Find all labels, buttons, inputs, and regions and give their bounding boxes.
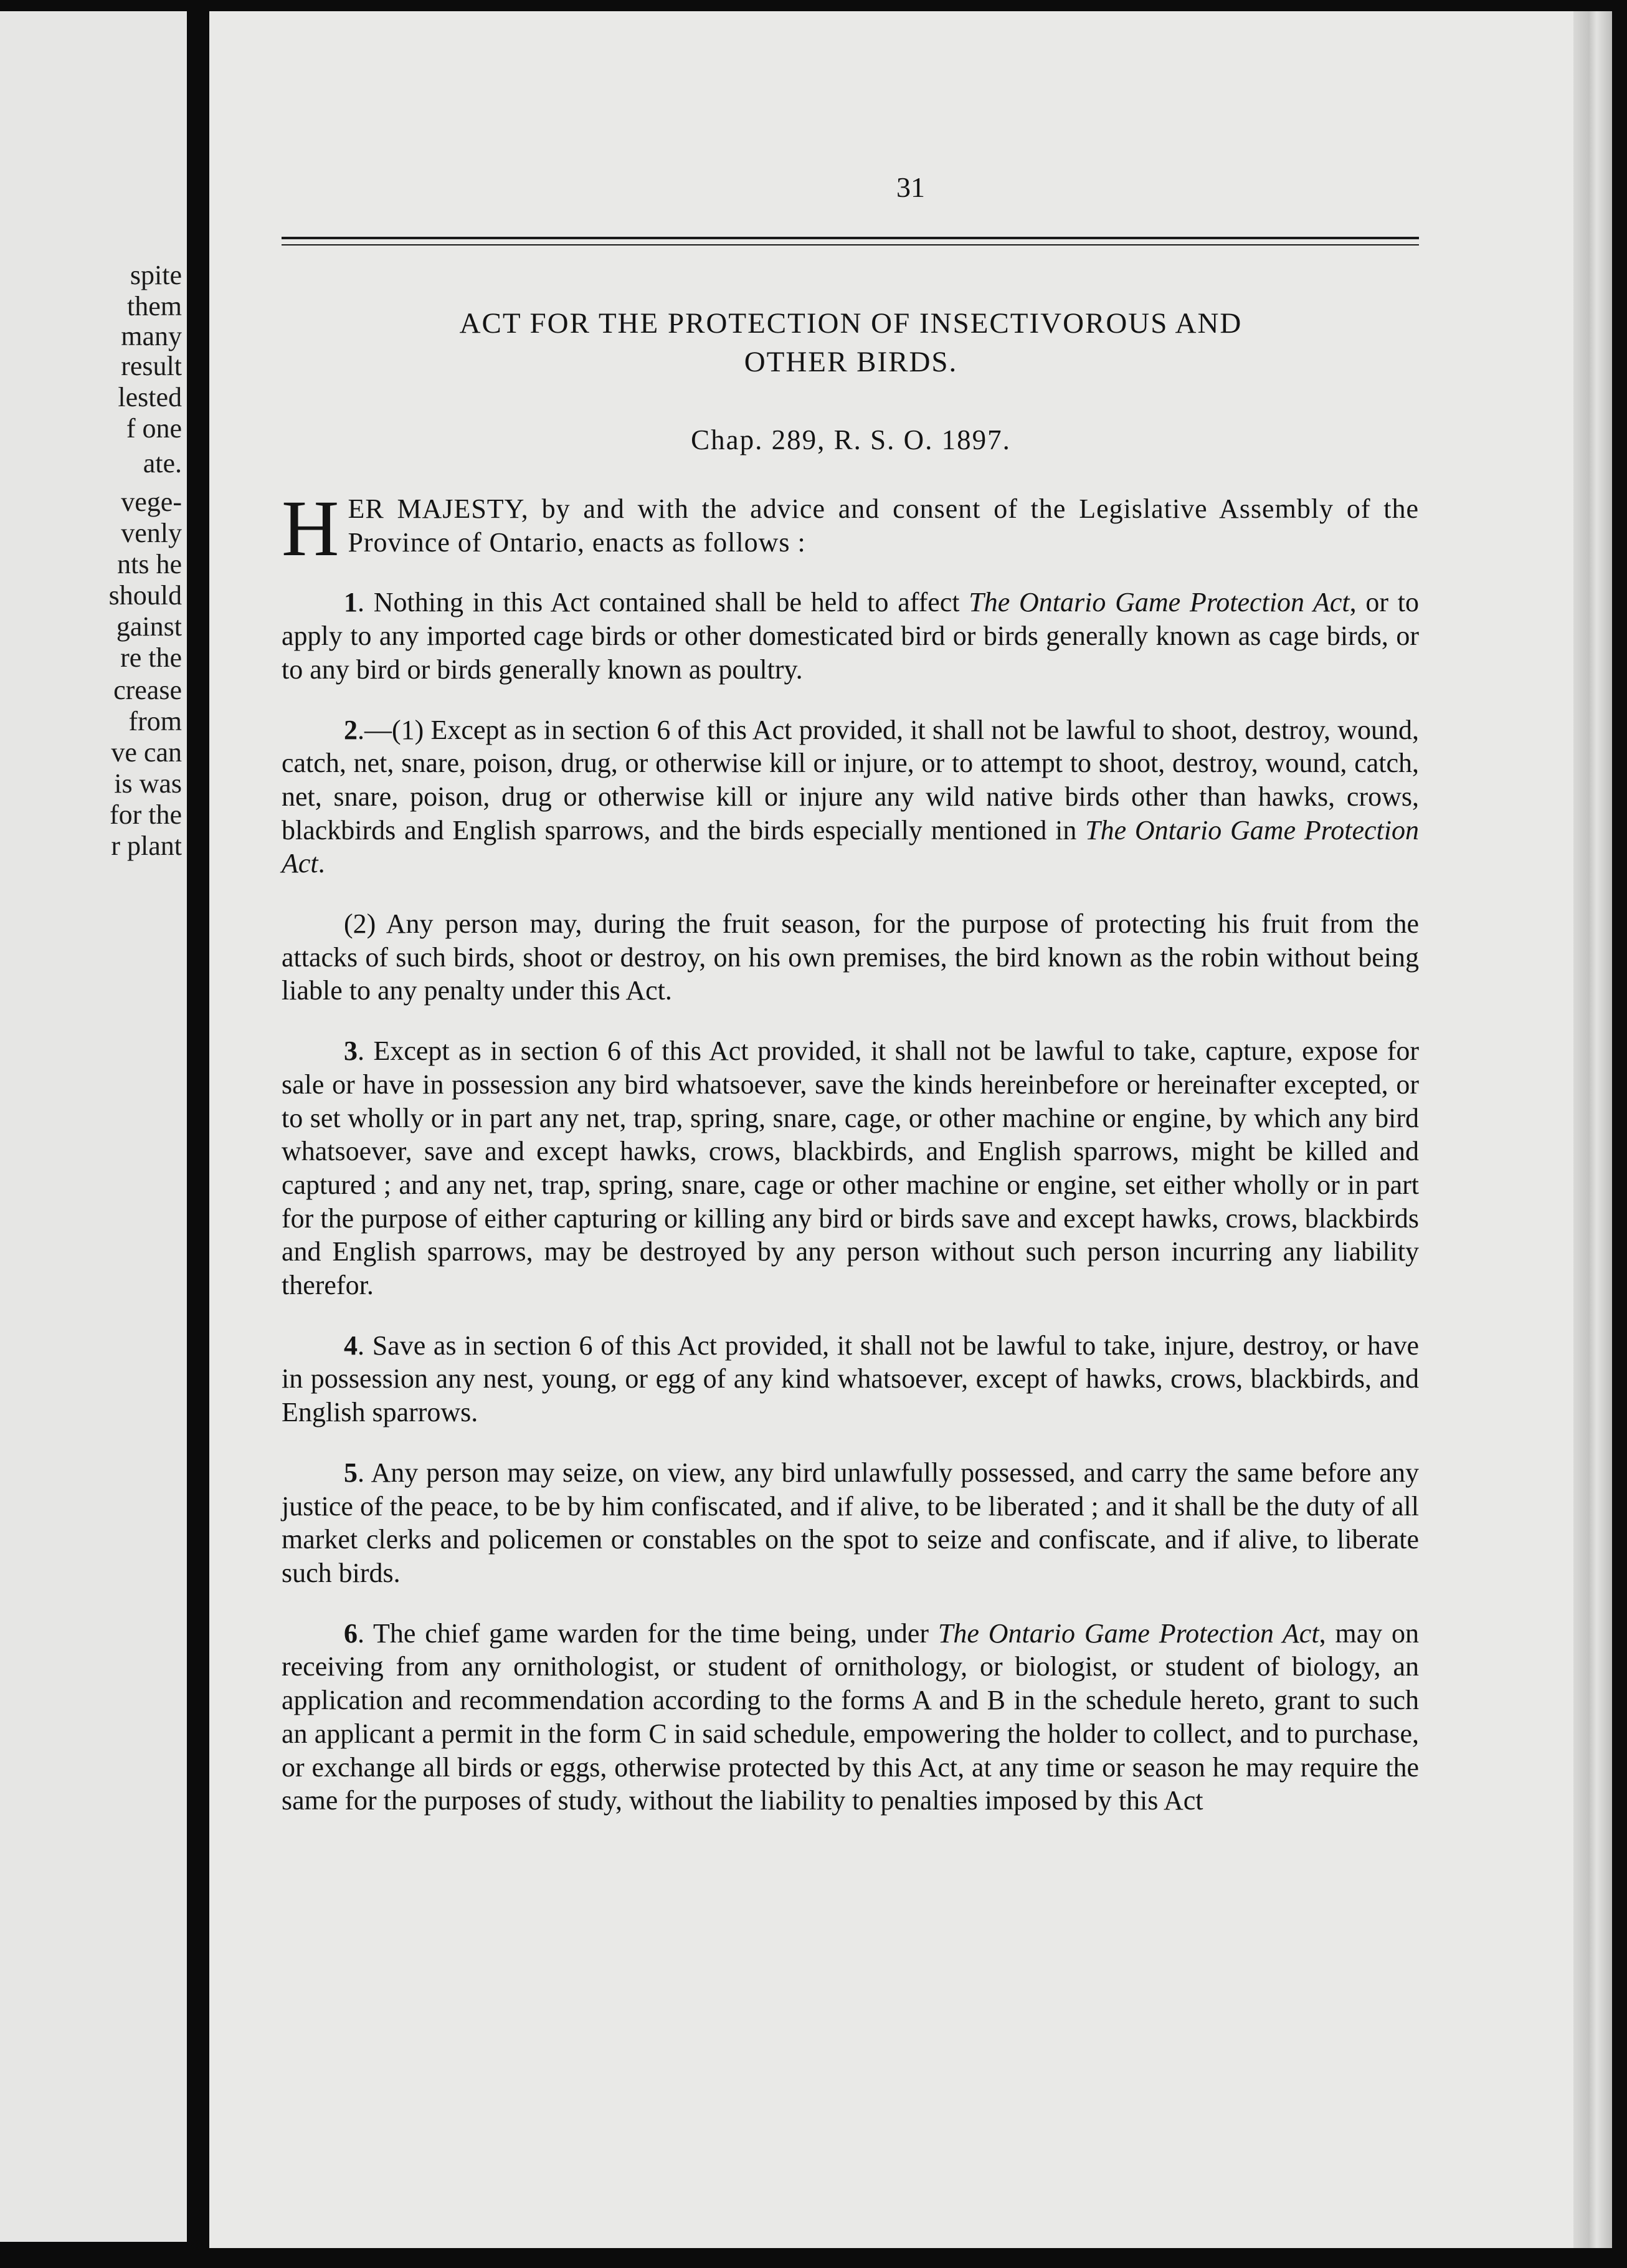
left-page-text-fragment: r plant xyxy=(111,831,182,861)
section-number: 1 xyxy=(344,587,358,618)
left-page-text-fragment: from xyxy=(128,706,182,736)
act-body xyxy=(282,484,1419,1818)
header-rule-thin xyxy=(282,244,1419,245)
left-page-text-fragment: crease xyxy=(113,675,182,705)
section-text: . Save as in section 6 of this Act provided, it shall not be lawful to take, injure, destroy, or have in possession any nest, young, or egg of any kind whatsoever, except of hawks, crows, blackbirds, and English sparrows. xyxy=(282,1330,1419,1428)
act-section xyxy=(282,1034,1419,1302)
section-text: . Nothing in this Act contained shall be held to affect xyxy=(358,587,969,618)
act-title xyxy=(284,304,1418,381)
page-edge xyxy=(1573,11,1612,2248)
left-page-text-fragment: spite xyxy=(130,260,182,290)
left-page-fragment xyxy=(0,11,187,2242)
sections-list xyxy=(282,559,1419,1818)
act-citation: The Ontario Game Protection Act xyxy=(282,814,1419,879)
enacting-text: ER MAJESTY, by and with the advice and consent of the Legislative Assembly of the Province of Ontario, enacts as follows : xyxy=(348,493,1419,558)
drop-cap: H xyxy=(282,484,339,573)
left-page-text-fragment: ate. xyxy=(143,448,182,479)
act-section xyxy=(282,907,1419,1008)
act-title-line: OTHER BIRDS. xyxy=(744,346,958,378)
left-page-text-fragment: them xyxy=(127,291,182,322)
section-gap xyxy=(282,1590,1419,1617)
left-page-text-fragment: vege- xyxy=(121,487,182,517)
left-page-text-fragment: is was xyxy=(114,768,182,799)
section-number: 6 xyxy=(344,1618,358,1649)
act-citation: The Ontario Game Protection Act xyxy=(937,1618,1319,1649)
section-number: 3 xyxy=(344,1036,358,1067)
section-number: 4 xyxy=(344,1330,358,1361)
act-citation: The Ontario Game Protection Act xyxy=(969,587,1350,618)
left-page-text-fragment: should xyxy=(108,580,182,611)
book-gutter xyxy=(187,0,209,2268)
section-text: . The chief game warden for the time being, under xyxy=(358,1618,938,1649)
act-section xyxy=(282,586,1419,686)
document-page xyxy=(209,11,1612,2248)
section-number: 5 xyxy=(344,1457,358,1488)
left-page-text-fragment: many xyxy=(121,321,182,351)
section-text: (2) Any person may, during the fruit season, for the purpose of protecting his fruit from the attacks of such birds, shoot or destroy, on his own premises, the bird known as the robin without being liable to any penalty under this Act. xyxy=(282,908,1419,1006)
section-text: . Except as in section 6 of this Act provided, it shall not be lawful to take, capture, expose for sale or have in possession any bird whatsoever, save the kinds hereinbefore or hereinafter excepted, or to set wholly or in part any net, trap, spring, snare, cage, or other machine or engine, by which any bird whatsoever, save and except hawks, crows, blackbirds, and English sparrows, might be killed and captured ; and any net, trap, spring, snare, cage or other machine or engine, set either wholly or in part for the purpose of either capturing or killing any bird or birds save and except hawks, crows, blackbirds and English sparrows, may be destroyed by any person without such person incurring any liability therefor. xyxy=(282,1036,1419,1301)
section-text: . xyxy=(318,848,325,879)
section-text: .—(1) Except as in section 6 of this Act provided, it shall not be lawful to shoot, destroy, wound, catch, net, snare, poison, drug, or otherwise kill or injure, or to attempt to shoot, destroy, wound, catch, net, snare, poison, drug or otherwise kill or injure any wild native birds other than hawks, crows, blackbirds and English sparrows, and the birds especially mentioned in xyxy=(282,714,1419,846)
header-rule xyxy=(282,237,1419,239)
left-page-text-fragment: for the xyxy=(109,799,182,830)
act-section xyxy=(282,713,1419,881)
section-text: , may on receiving from any ornithologist, or student of ornithology, or biologist, or student of biology, an application and recommendation according to the forms A and B in the schedule hereto, grant to such an applicant a permit in the form C in said schedule, empowering the holder to collect, and to purchase, or exchange all birds or eggs, otherwise protected by this Act, at any time or season he may require the same for the purposes of study, without the liability to penalties imposed by this Act xyxy=(282,1618,1419,1816)
section-gap xyxy=(282,880,1419,907)
act-title-line: ACT FOR THE PROTECTION OF INSECTIVOROUS AND xyxy=(459,307,1243,340)
section-gap xyxy=(282,1302,1419,1329)
section-number: 2 xyxy=(344,714,358,745)
left-page-text-fragment: lested xyxy=(118,382,182,412)
act-section xyxy=(282,1456,1419,1590)
left-page-text-fragment: nts he xyxy=(117,549,182,579)
left-page-text-fragment: venly xyxy=(121,518,182,548)
left-page-text-fragment: result xyxy=(121,351,182,381)
left-page-text-fragment: f one xyxy=(126,413,182,444)
section-text: . Any person may seize, on view, any bird unlawfully possessed, and carry the same before any justice of the peace, to be by him confiscated, and if alive, to be liberated ; and it shall be the duty of all market clerks and policemen or constables on the spot to seize and confiscate, and if alive, to liberate such birds. xyxy=(282,1457,1419,1588)
left-page-text-fragment: gainst xyxy=(116,611,182,642)
section-gap xyxy=(282,1429,1419,1456)
left-page-text-fragment: ve can xyxy=(111,737,182,768)
left-page-text-fragment: re the xyxy=(120,642,182,673)
chapter-reference: Chap. 289, R. S. O. 1897. xyxy=(691,424,1011,455)
act-section xyxy=(282,1329,1419,1429)
section-text: , or to apply to any imported cage birds or other domesticated bird or birds generally known as cage birds, or to any bird or birds generally known as poultry. xyxy=(282,587,1419,685)
section-gap xyxy=(282,559,1419,586)
act-section xyxy=(282,1617,1419,1818)
section-gap xyxy=(282,1008,1419,1034)
enacting-clause xyxy=(282,484,1419,573)
section-gap xyxy=(282,687,1419,713)
page-number: 31 xyxy=(896,171,925,203)
